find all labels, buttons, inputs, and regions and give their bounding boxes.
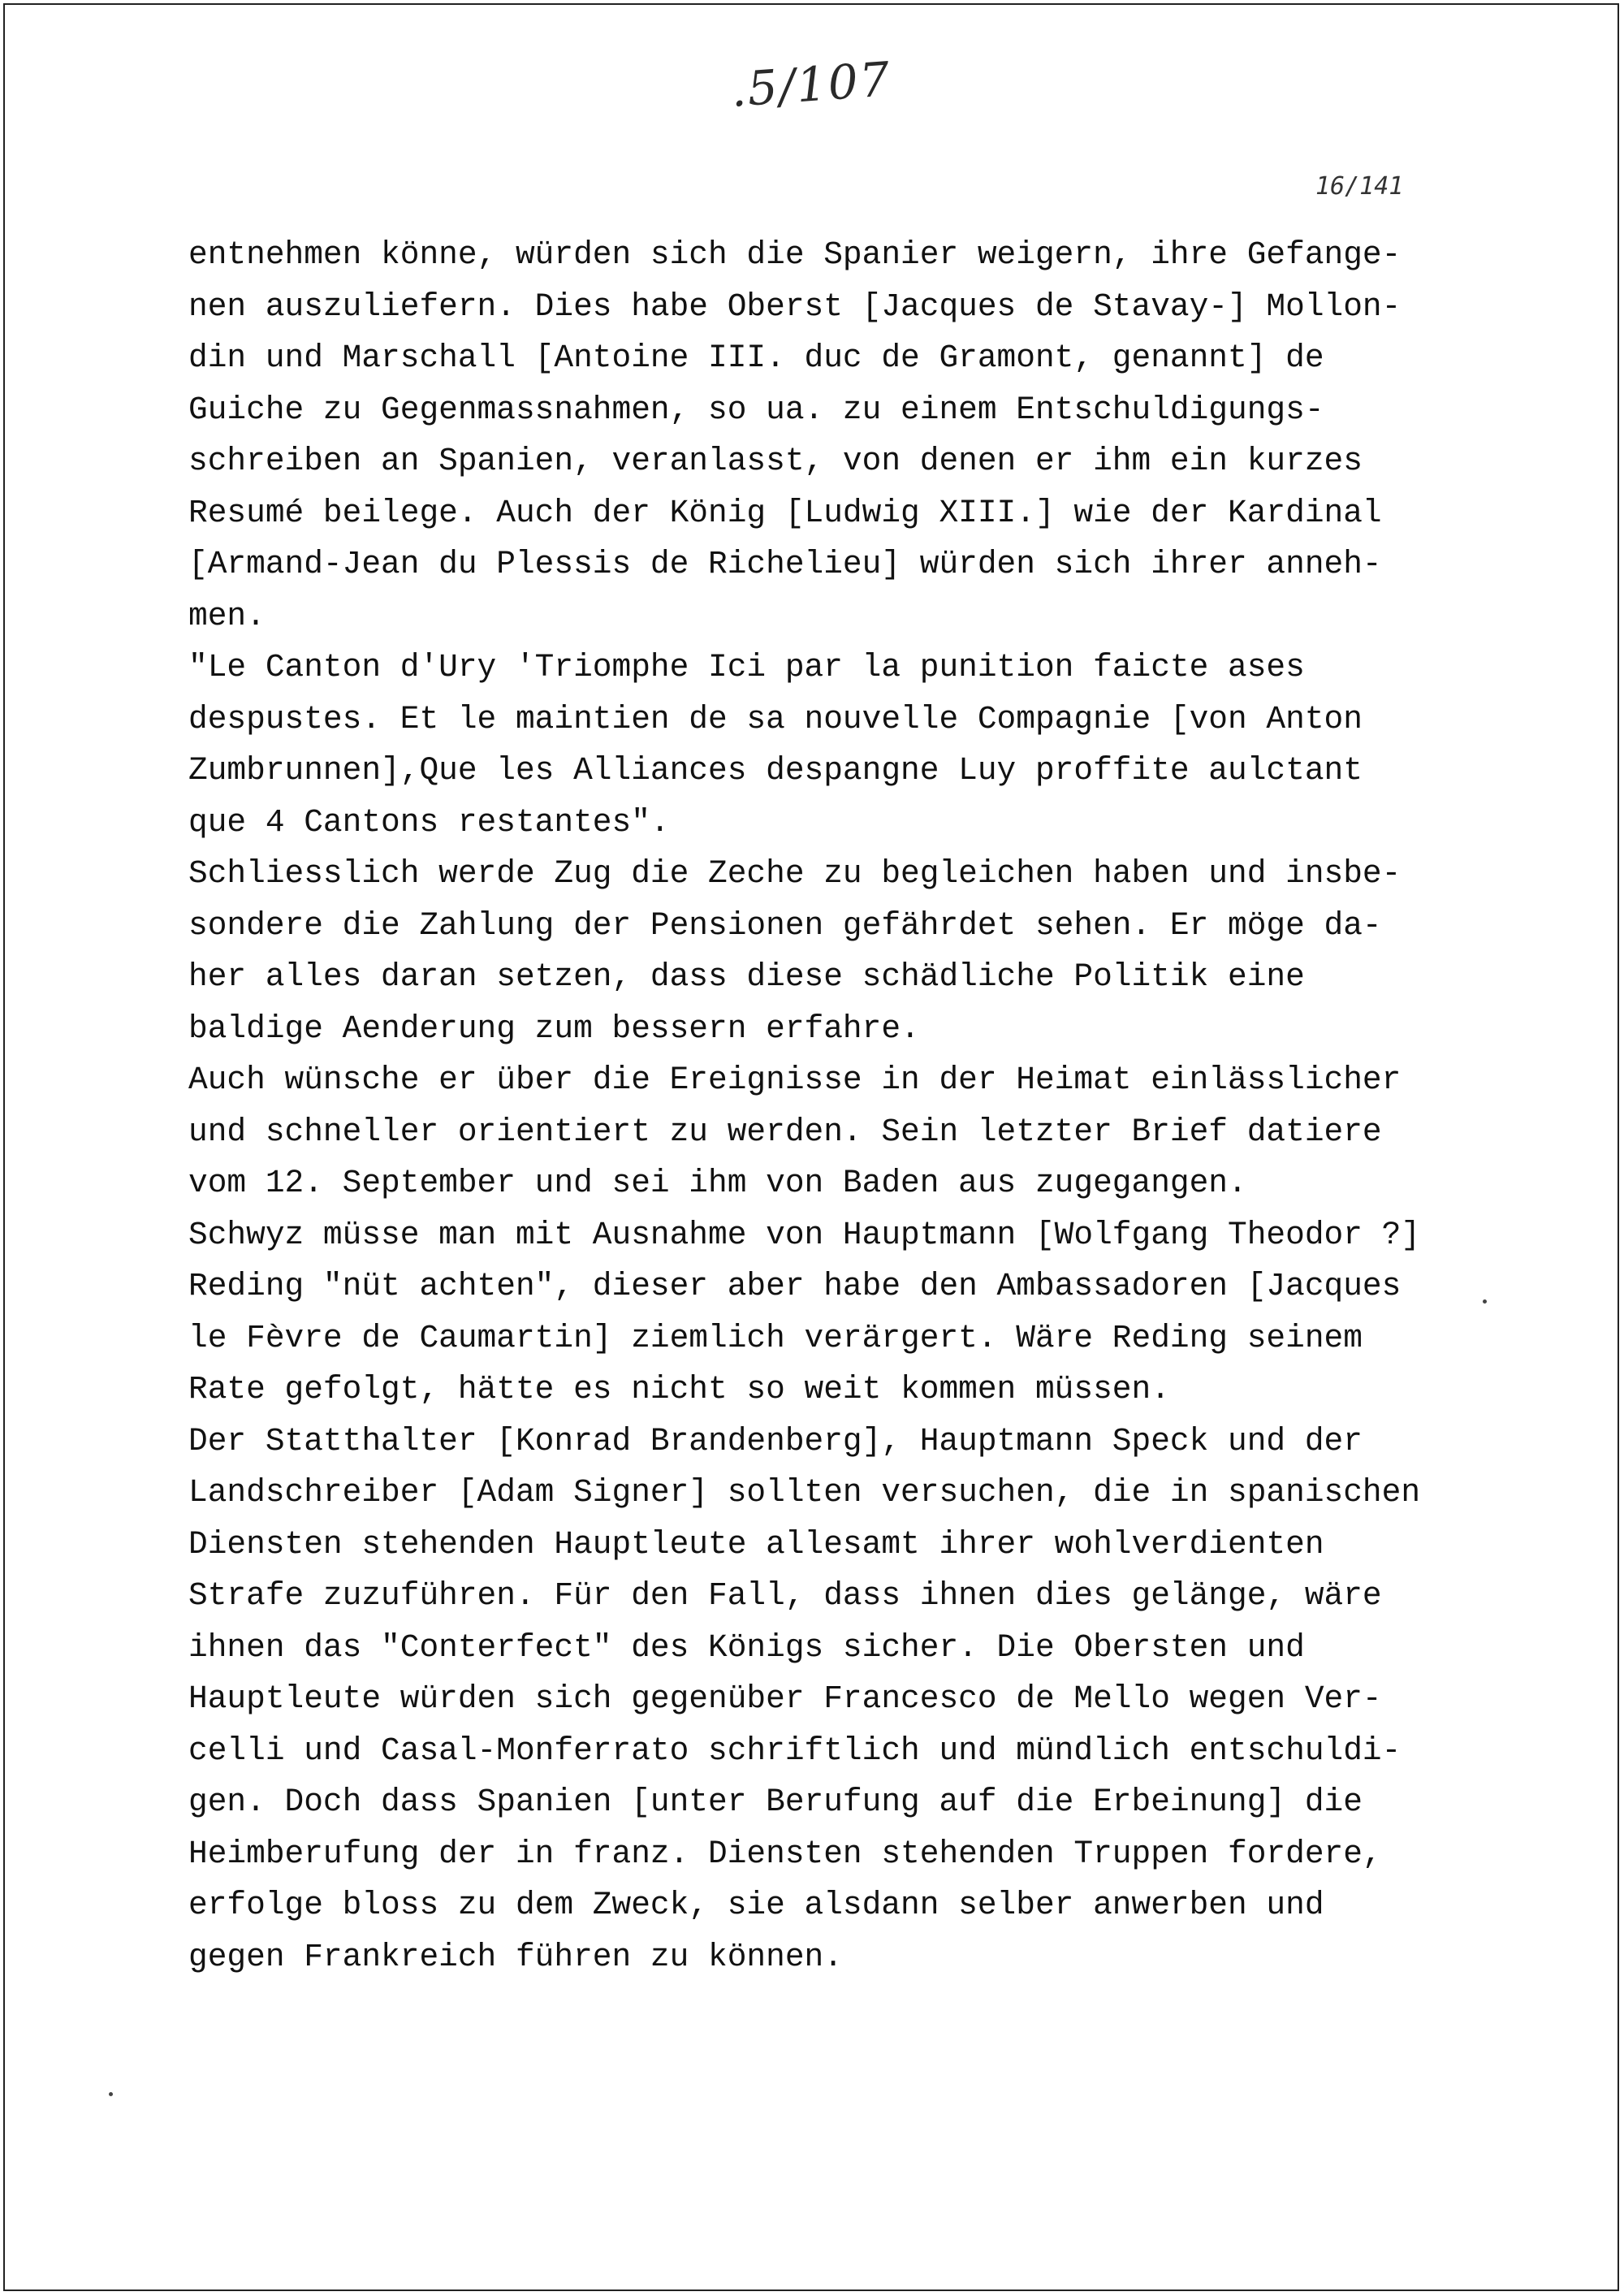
text-line: schreiben an Spanien, veranlasst, von denen er ihm ein kurzes (188, 443, 1363, 479)
text-line: Auch wünsche er über die Ereignisse in der Heimat einlässlicher (188, 1062, 1402, 1098)
text-line: le Fèvre de Caumartin] ziemlich verärgert. Wäre Reding seinem (188, 1319, 1363, 1356)
text-line: gen. Doch dass Spanien [unter Berufung auf die Erbeinung] die (188, 1784, 1363, 1820)
text-line: Landschreiber [Adam Signer] sollten versuchen, die in spanischen (188, 1474, 1421, 1511)
text-line: gegen Frankreich führen zu können. (188, 1938, 843, 1975)
text-line: [Armand-Jean du Plessis de Richelieu] würden sich ihrer anneh- (188, 546, 1382, 582)
text-line: despustes. Et le maintien de sa nouvelle Compagnie [von Anton (188, 700, 1363, 737)
text-line: Diensten stehenden Hauptleute allesamt ihrer wohlverdienten (188, 1525, 1324, 1563)
text-line: men. (188, 597, 266, 634)
text-line: Heimberufung der in franz. Diensten stehenden Truppen fordere, (188, 1835, 1382, 1872)
text-line: Hauptleute würden sich gegenüber Francesco de Mello wegen Ver- (188, 1680, 1382, 1717)
text-line: Rate gefolgt, hätte es nicht so weit kommen müssen. (188, 1371, 1170, 1407)
text-line: und schneller orientiert zu werden. Sein letzter Brief datiere (188, 1113, 1382, 1150)
text-line: sondere die Zahlung der Pensionen gefährdet sehen. Er möge da- (188, 906, 1382, 944)
text-line: Schwyz müsse man mit Ausnahme von Hauptmann [Wolfgang Theodor ?] (188, 1216, 1421, 1253)
text-line: vom 12. September und sei ihm von Baden aus zugegangen. (188, 1165, 1247, 1201)
document-body (188, 229, 1520, 1983)
text-line: "Le Canton d'Ury 'Triomphe Ici par la punition faicte ases (188, 649, 1305, 685)
text-line: Guiche zu Gegenmassnahmen, so ua. zu einem Entschuldigungs- (188, 391, 1324, 428)
text-line: celli und Casal-Monferrato schriftlich und mündlich entschuldi- (188, 1732, 1402, 1769)
text-line: her alles daran setzen, dass diese schädliche Politik eine (188, 958, 1305, 995)
page-number: 16/141 (1315, 172, 1404, 201)
text-line: entnehmen könne, würden sich die Spanier weigern, ihre Gefange- (188, 236, 1402, 273)
text-line: que 4 Cantons restantes". (188, 803, 670, 841)
text-line: ihnen das "Conterfect" des Königs sicher. Die Obersten und (188, 1628, 1305, 1666)
scan-speck (1483, 1299, 1487, 1304)
text-line: Der Statthalter [Konrad Brandenberg], Hauptmann Speck und der (188, 1422, 1363, 1459)
text-line: baldige Aenderung zum bessern erfahre. (188, 1010, 920, 1047)
scan-speck (109, 2092, 113, 2096)
text-line: Reding "nüt achten", dieser aber habe den Ambassadoren [Jacques (188, 1268, 1402, 1304)
text-line: din und Marschall [Antoine III. duc de Gramont, genannt] de (188, 339, 1324, 376)
text-line: Zumbrunnen],Que les Alliances despangne Luy proffite aulctant (188, 752, 1363, 789)
text-line: Schliesslich werde Zug die Zeche zu begleichen haben und insbe- (188, 855, 1402, 892)
text-line: erfolge bloss zu dem Zweck, sie alsdann selber anwerben und (188, 1887, 1324, 1923)
text-line: Resumé beilege. Auch der König [Ludwig XIII.] wie der Kardinal (188, 494, 1382, 531)
text-line: nen auszuliefern. Dies habe Oberst [Jacques de Stavay-] Mollon- (188, 288, 1402, 325)
handwritten-archive-mark: .5/107 (728, 51, 893, 118)
text-line: Strafe zuzuführen. Für den Fall, dass ihnen dies gelänge, wäre (188, 1577, 1382, 1614)
